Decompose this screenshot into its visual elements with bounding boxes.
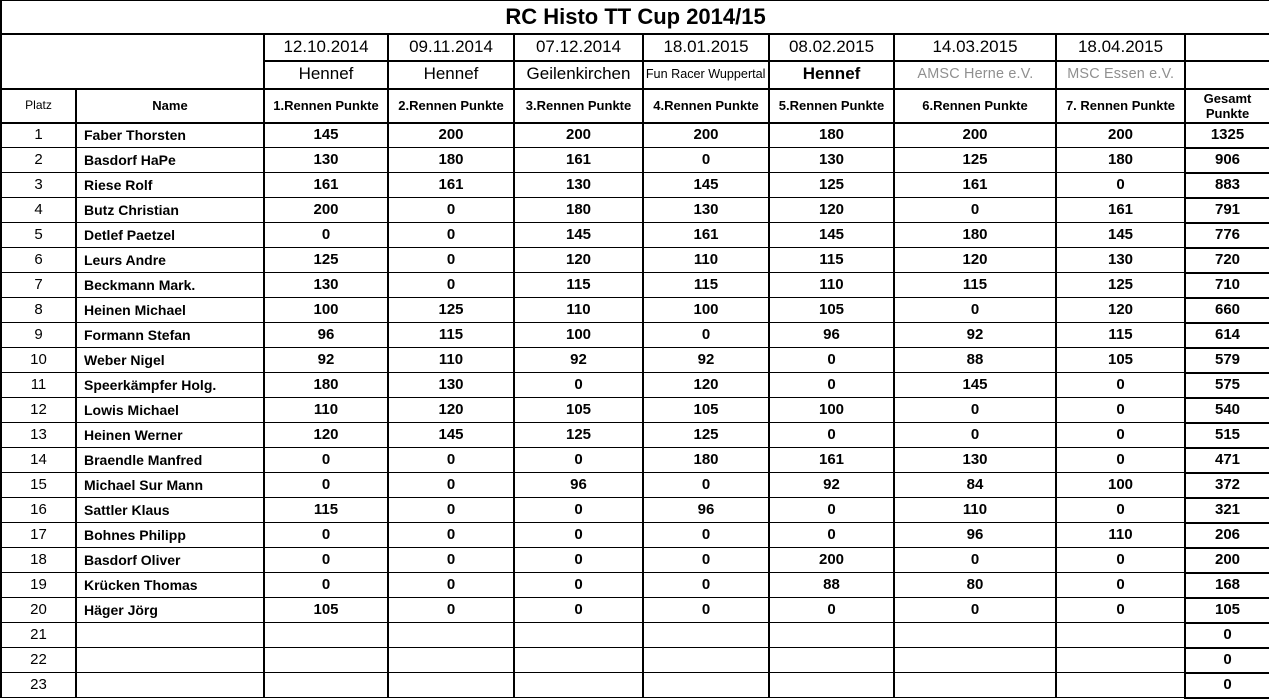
points-cell: 200 <box>643 123 769 148</box>
name-cell: Weber Nigel <box>76 348 264 373</box>
points-cell <box>1056 673 1185 698</box>
points-cell: 0 <box>894 298 1056 323</box>
points-cell: 0 <box>264 523 388 548</box>
points-cell: 145 <box>643 173 769 198</box>
points-cell: 0 <box>894 598 1056 623</box>
race-points-column-header: 3.Rennen Punkte <box>514 89 643 123</box>
platz-cell: 7 <box>1 273 76 298</box>
total-cell: 710 <box>1185 273 1269 298</box>
platz-column-header: Platz <box>1 89 76 123</box>
platz-cell: 9 <box>1 323 76 348</box>
points-cell: 0 <box>388 223 514 248</box>
points-cell <box>643 623 769 648</box>
name-cell: Bohnes Philipp <box>76 523 264 548</box>
points-cell <box>1056 648 1185 673</box>
page-title: RC Histo TT Cup 2014/15 <box>1 1 1269 34</box>
points-cell: 105 <box>264 598 388 623</box>
points-cell: 92 <box>769 473 894 498</box>
points-cell: 161 <box>514 148 643 173</box>
points-cell: 200 <box>388 123 514 148</box>
points-cell: 145 <box>894 373 1056 398</box>
table-row <box>1 323 1269 348</box>
race-location <box>643 61 769 89</box>
points-cell: 0 <box>1056 573 1185 598</box>
table-row <box>1 348 1269 373</box>
points-cell: 0 <box>769 498 894 523</box>
points-cell: 0 <box>1056 498 1185 523</box>
table-row <box>1 523 1269 548</box>
points-cell: 120 <box>388 398 514 423</box>
points-cell: 120 <box>514 248 643 273</box>
name-cell <box>76 648 264 673</box>
race-location-label: Hennef <box>423 64 479 84</box>
total-cell: 0 <box>1185 648 1269 673</box>
column-headers-row <box>1 89 1269 123</box>
points-cell <box>894 673 1056 698</box>
points-cell: 145 <box>769 223 894 248</box>
points-cell <box>769 648 894 673</box>
points-cell: 100 <box>769 398 894 423</box>
points-cell <box>769 673 894 698</box>
platz-cell: 1 <box>1 123 76 148</box>
points-cell: 96 <box>643 498 769 523</box>
points-cell: 180 <box>1056 148 1185 173</box>
points-cell: 0 <box>514 573 643 598</box>
total-cell: 105 <box>1185 598 1269 623</box>
platz-cell: 3 <box>1 173 76 198</box>
points-cell: 96 <box>894 523 1056 548</box>
points-cell: 110 <box>1056 523 1185 548</box>
table-row <box>1 448 1269 473</box>
points-cell: 180 <box>769 123 894 148</box>
points-cell: 0 <box>769 598 894 623</box>
race-location <box>388 61 514 89</box>
points-cell: 92 <box>894 323 1056 348</box>
points-cell: 120 <box>643 373 769 398</box>
total-cell: 0 <box>1185 673 1269 698</box>
points-cell: 180 <box>514 198 643 223</box>
race-points-column-header: 7. Rennen Punkte <box>1056 89 1185 123</box>
results-body <box>1 123 1269 698</box>
points-cell <box>643 648 769 673</box>
race-points-column-header: 1.Rennen Punkte <box>264 89 388 123</box>
platz-cell: 2 <box>1 148 76 173</box>
platz-cell: 13 <box>1 423 76 448</box>
points-cell <box>514 623 643 648</box>
race-points-column-header: 2.Rennen Punkte <box>388 89 514 123</box>
name-cell: Basdorf Oliver <box>76 548 264 573</box>
points-cell: 0 <box>643 573 769 598</box>
race-date: 18.04.2015 <box>1056 34 1185 61</box>
points-cell: 125 <box>894 148 1056 173</box>
platz-cell: 14 <box>1 448 76 473</box>
points-cell: 96 <box>769 323 894 348</box>
points-cell: 84 <box>894 473 1056 498</box>
race-location-label: MSC Essen e.V. <box>1066 65 1175 83</box>
points-cell <box>264 648 388 673</box>
total-cell: 575 <box>1185 373 1269 398</box>
total-cell: 660 <box>1185 298 1269 323</box>
points-cell: 0 <box>388 548 514 573</box>
points-cell: 161 <box>264 173 388 198</box>
table-row <box>1 473 1269 498</box>
points-cell: 0 <box>388 448 514 473</box>
points-cell: 0 <box>514 498 643 523</box>
points-cell: 180 <box>388 148 514 173</box>
platz-cell: 15 <box>1 473 76 498</box>
name-cell: Faber Thorsten <box>76 123 264 148</box>
points-cell: 120 <box>769 198 894 223</box>
corner-blank-cell <box>1 34 264 89</box>
points-cell: 0 <box>894 198 1056 223</box>
name-column-header: Name <box>76 89 264 123</box>
points-cell: 200 <box>769 548 894 573</box>
points-cell: 0 <box>769 523 894 548</box>
race-location-label: Geilenkirchen <box>526 64 631 84</box>
points-cell: 0 <box>1056 598 1185 623</box>
race-points-column-header: 4.Rennen Punkte <box>643 89 769 123</box>
points-cell: 96 <box>514 473 643 498</box>
platz-cell: 17 <box>1 523 76 548</box>
points-cell: 0 <box>264 223 388 248</box>
points-cell: 161 <box>643 223 769 248</box>
race-location-label: Fun Racer Wuppertal <box>646 66 766 82</box>
points-cell: 200 <box>514 123 643 148</box>
race-location-label: Hennef <box>298 64 354 84</box>
points-cell: 0 <box>388 498 514 523</box>
points-cell: 130 <box>894 448 1056 473</box>
name-cell: Detlef Paetzel <box>76 223 264 248</box>
table-row <box>1 498 1269 523</box>
points-cell: 0 <box>1056 398 1185 423</box>
points-cell: 105 <box>514 398 643 423</box>
points-cell: 0 <box>643 323 769 348</box>
points-cell: 0 <box>1056 548 1185 573</box>
points-cell: 115 <box>388 323 514 348</box>
table-row <box>1 423 1269 448</box>
points-cell: 115 <box>769 248 894 273</box>
name-cell: Krücken Thomas <box>76 573 264 598</box>
total-cell: 515 <box>1185 423 1269 448</box>
platz-cell: 5 <box>1 223 76 248</box>
race-location <box>514 61 643 89</box>
points-cell: 125 <box>769 173 894 198</box>
platz-cell: 18 <box>1 548 76 573</box>
points-cell: 110 <box>514 298 643 323</box>
table-row <box>1 673 1269 698</box>
points-cell: 0 <box>264 448 388 473</box>
points-cell: 0 <box>1056 423 1185 448</box>
points-cell: 0 <box>514 523 643 548</box>
points-cell: 130 <box>388 373 514 398</box>
total-cell: 200 <box>1185 548 1269 573</box>
total-cell: 0 <box>1185 623 1269 648</box>
platz-cell: 4 <box>1 198 76 223</box>
points-cell: 100 <box>264 298 388 323</box>
points-cell: 115 <box>894 273 1056 298</box>
points-cell: 0 <box>1056 448 1185 473</box>
points-cell: 115 <box>514 273 643 298</box>
total-cell: 1325 <box>1185 123 1269 148</box>
points-cell: 120 <box>894 248 1056 273</box>
points-cell: 96 <box>264 323 388 348</box>
points-cell: 0 <box>769 373 894 398</box>
race-date: 08.02.2015 <box>769 34 894 61</box>
total-points-column-header <box>1185 89 1269 123</box>
name-cell: Heinen Michael <box>76 298 264 323</box>
platz-cell: 12 <box>1 398 76 423</box>
platz-cell: 16 <box>1 498 76 523</box>
total-cell: 906 <box>1185 148 1269 173</box>
table-row <box>1 148 1269 173</box>
table-row <box>1 248 1269 273</box>
points-cell: 110 <box>769 273 894 298</box>
points-cell: 145 <box>514 223 643 248</box>
points-cell <box>514 673 643 698</box>
table-row <box>1 648 1269 673</box>
points-cell: 100 <box>643 298 769 323</box>
name-cell: Formann Stefan <box>76 323 264 348</box>
points-cell: 115 <box>264 498 388 523</box>
points-cell <box>388 673 514 698</box>
points-cell: 105 <box>643 398 769 423</box>
points-cell: 0 <box>769 348 894 373</box>
points-cell: 180 <box>894 223 1056 248</box>
points-cell: 115 <box>643 273 769 298</box>
table-row <box>1 598 1269 623</box>
name-cell: Beckmann Mark. <box>76 273 264 298</box>
points-cell <box>514 648 643 673</box>
name-cell: Riese Rolf <box>76 173 264 198</box>
race-date: 14.03.2015 <box>894 34 1056 61</box>
table-row <box>1 573 1269 598</box>
points-cell: 110 <box>388 348 514 373</box>
total-header-line1: Gesamt <box>1203 90 1252 106</box>
table-row <box>1 173 1269 198</box>
points-cell: 161 <box>769 448 894 473</box>
points-cell: 125 <box>514 423 643 448</box>
points-cell: 0 <box>388 273 514 298</box>
points-cell: 92 <box>264 348 388 373</box>
points-cell: 161 <box>1056 198 1185 223</box>
points-cell: 105 <box>1056 348 1185 373</box>
race-date: 09.11.2014 <box>388 34 514 61</box>
name-cell: Michael Sur Mann <box>76 473 264 498</box>
points-cell: 110 <box>264 398 388 423</box>
platz-cell: 11 <box>1 373 76 398</box>
points-cell: 180 <box>264 373 388 398</box>
platz-cell: 6 <box>1 248 76 273</box>
points-cell: 130 <box>264 148 388 173</box>
points-cell: 0 <box>388 473 514 498</box>
points-cell <box>769 623 894 648</box>
points-cell: 0 <box>388 573 514 598</box>
points-cell <box>894 623 1056 648</box>
table-row <box>1 548 1269 573</box>
total-cell: 883 <box>1185 173 1269 198</box>
total-column-blank-date <box>1185 34 1269 61</box>
points-cell <box>388 623 514 648</box>
race-date: 18.01.2015 <box>643 34 769 61</box>
total-header-line2: Punkte <box>1205 105 1250 121</box>
platz-cell: 19 <box>1 573 76 598</box>
platz-cell: 8 <box>1 298 76 323</box>
points-cell: 0 <box>264 548 388 573</box>
total-cell: 471 <box>1185 448 1269 473</box>
total-cell: 540 <box>1185 398 1269 423</box>
points-cell <box>264 623 388 648</box>
name-cell: Sattler Klaus <box>76 498 264 523</box>
points-cell: 110 <box>894 498 1056 523</box>
points-cell: 130 <box>643 198 769 223</box>
points-cell: 0 <box>643 598 769 623</box>
total-cell: 579 <box>1185 348 1269 373</box>
name-cell: Heinen Werner <box>76 423 264 448</box>
points-cell: 0 <box>388 523 514 548</box>
total-column-blank-location <box>1185 61 1269 89</box>
points-cell: 88 <box>769 573 894 598</box>
table-row <box>1 373 1269 398</box>
points-cell: 80 <box>894 573 1056 598</box>
race-points-column-header: 5.Rennen Punkte <box>769 89 894 123</box>
points-cell: 130 <box>514 173 643 198</box>
race-location-label: Hennef <box>802 64 861 84</box>
points-cell: 0 <box>643 548 769 573</box>
points-cell: 0 <box>894 423 1056 448</box>
points-cell: 0 <box>894 548 1056 573</box>
points-cell: 145 <box>264 123 388 148</box>
points-cell: 200 <box>264 198 388 223</box>
points-cell: 200 <box>894 123 1056 148</box>
points-cell: 130 <box>1056 248 1185 273</box>
points-cell: 92 <box>643 348 769 373</box>
race-location-label: AMSC Herne e.V. <box>916 65 1034 83</box>
points-cell: 0 <box>1056 373 1185 398</box>
total-cell: 206 <box>1185 523 1269 548</box>
points-cell: 100 <box>514 323 643 348</box>
name-cell: Braendle Manfred <box>76 448 264 473</box>
name-cell: Leurs Andre <box>76 248 264 273</box>
points-cell: 125 <box>388 298 514 323</box>
points-cell: 125 <box>643 423 769 448</box>
points-cell <box>264 673 388 698</box>
table-row <box>1 298 1269 323</box>
race-date: 12.10.2014 <box>264 34 388 61</box>
points-cell: 130 <box>769 148 894 173</box>
points-cell: 0 <box>264 473 388 498</box>
points-cell: 180 <box>643 448 769 473</box>
table-row <box>1 223 1269 248</box>
race-location <box>769 61 894 89</box>
table-row <box>1 198 1269 223</box>
points-cell: 145 <box>1056 223 1185 248</box>
name-cell: Häger Jörg <box>76 598 264 623</box>
table-row <box>1 623 1269 648</box>
total-cell: 791 <box>1185 198 1269 223</box>
points-cell: 0 <box>514 548 643 573</box>
platz-cell: 23 <box>1 673 76 698</box>
points-cell: 125 <box>264 248 388 273</box>
race-location <box>1056 61 1185 89</box>
points-cell: 110 <box>643 248 769 273</box>
points-cell: 130 <box>264 273 388 298</box>
name-cell: Lowis Michael <box>76 398 264 423</box>
points-cell: 0 <box>769 423 894 448</box>
points-cell: 145 <box>388 423 514 448</box>
race-location <box>264 61 388 89</box>
points-cell: 100 <box>1056 473 1185 498</box>
name-cell <box>76 623 264 648</box>
points-cell <box>1056 623 1185 648</box>
points-cell: 0 <box>514 373 643 398</box>
points-cell: 0 <box>643 148 769 173</box>
points-cell <box>894 648 1056 673</box>
table-row <box>1 398 1269 423</box>
table-row <box>1 123 1269 148</box>
platz-cell: 21 <box>1 623 76 648</box>
platz-cell: 22 <box>1 648 76 673</box>
total-cell: 614 <box>1185 323 1269 348</box>
points-cell: 0 <box>514 448 643 473</box>
points-cell: 92 <box>514 348 643 373</box>
total-cell: 321 <box>1185 498 1269 523</box>
name-cell: Speerkämpfer Holg. <box>76 373 264 398</box>
points-cell: 161 <box>894 173 1056 198</box>
points-cell: 88 <box>894 348 1056 373</box>
points-cell: 105 <box>769 298 894 323</box>
points-cell: 0 <box>388 598 514 623</box>
table-row <box>1 273 1269 298</box>
race-points-column-header: 6.Rennen Punkte <box>894 89 1056 123</box>
points-cell: 0 <box>643 473 769 498</box>
total-cell: 372 <box>1185 473 1269 498</box>
platz-cell: 10 <box>1 348 76 373</box>
points-cell: 120 <box>1056 298 1185 323</box>
title-row <box>1 1 1269 34</box>
race-location <box>894 61 1056 89</box>
total-cell: 168 <box>1185 573 1269 598</box>
total-cell: 776 <box>1185 223 1269 248</box>
name-cell: Butz Christian <box>76 198 264 223</box>
race-dates-row <box>1 34 1269 61</box>
total-cell: 720 <box>1185 248 1269 273</box>
points-cell: 0 <box>1056 173 1185 198</box>
points-cell: 161 <box>388 173 514 198</box>
name-cell <box>76 673 264 698</box>
points-cell: 0 <box>514 598 643 623</box>
platz-cell: 20 <box>1 598 76 623</box>
points-cell: 125 <box>1056 273 1185 298</box>
points-cell: 0 <box>264 573 388 598</box>
points-cell: 0 <box>388 198 514 223</box>
points-cell: 115 <box>1056 323 1185 348</box>
points-cell <box>388 648 514 673</box>
points-cell: 0 <box>388 248 514 273</box>
points-cell: 0 <box>643 523 769 548</box>
race-date: 07.12.2014 <box>514 34 643 61</box>
points-cell: 0 <box>894 398 1056 423</box>
points-cell <box>643 673 769 698</box>
points-cell: 200 <box>1056 123 1185 148</box>
points-cell: 120 <box>264 423 388 448</box>
name-cell: Basdorf HaPe <box>76 148 264 173</box>
